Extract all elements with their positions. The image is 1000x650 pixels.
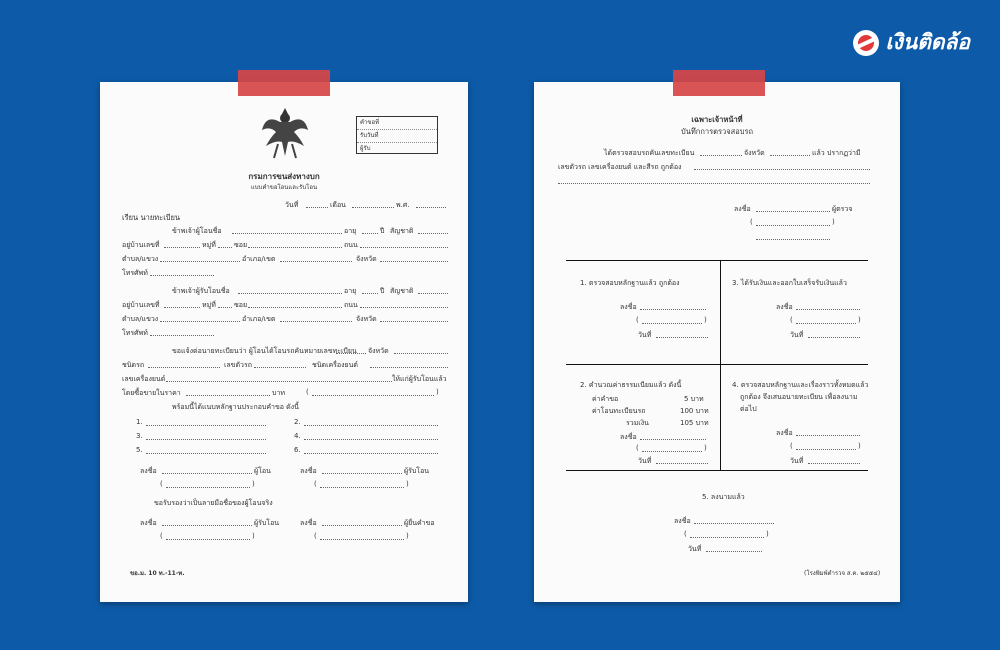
- paren-close: ): [406, 532, 409, 540]
- paren-close: ): [858, 316, 861, 324]
- paren-close: ): [766, 530, 769, 538]
- sign-label: ลงชื่อ: [674, 517, 691, 525]
- baht-label: บาท: [272, 389, 285, 397]
- subdistrict-label: ตำบล/แขวง: [122, 315, 159, 323]
- address-label: อยู่บ้านเลขที่: [122, 241, 160, 249]
- paren-open: (: [306, 388, 309, 396]
- transferor-label: ข้าพเจ้าผู้โอนชื่อ: [172, 227, 222, 235]
- printer-credit: (โรงพิมพ์ตำรวจ ส.ค. ๒๕๕๔): [804, 570, 881, 577]
- section-2-title: 2. คำนวณค่าธรรมเนียมแล้ว ดังนี้: [580, 381, 682, 389]
- province-label: จังหวัด: [368, 347, 389, 355]
- age-label: อายุ: [344, 287, 357, 295]
- section-1-title: 1. ตรวจสอบหลักฐานแล้ว ถูกต้อง: [580, 279, 680, 287]
- paren-close: ): [406, 480, 409, 488]
- section-divider: [720, 260, 721, 470]
- applicant-signature-label: ผู้ยื่นคำขอ: [404, 519, 435, 527]
- garuda-emblem-icon: [260, 104, 310, 160]
- official-use-box: [356, 116, 438, 154]
- certify-text: ขอรับรองว่าเป็นลายมือชื่อของผู้โอนจริง: [154, 499, 273, 507]
- section-3-title: 3. ได้รับเงินและออกใบเสร็จรับเงินแล้ว: [732, 279, 847, 287]
- fee-request-amount: 5 บาท: [684, 395, 704, 403]
- form-code: ขอ.ม. 10 ท.-11-ท.: [130, 570, 185, 577]
- paren-close: ): [704, 316, 707, 324]
- paren-close: ): [832, 218, 835, 226]
- brand-logo: [853, 26, 970, 59]
- transferee-signature-label: ผู้รับโอน: [404, 467, 430, 475]
- district-label: อำเภอ/เขต: [242, 315, 276, 323]
- date-label: วันที่: [790, 331, 804, 339]
- evidence-item-5: 5.: [136, 446, 143, 454]
- price-label: โดยซื้อขายในราคา: [122, 389, 181, 397]
- road-label: ถนน: [344, 241, 358, 249]
- date-year-label: พ.ศ.: [396, 201, 410, 209]
- sign-label: ลงชื่อ: [620, 303, 637, 311]
- sign-label: ลงชื่อ: [620, 433, 637, 441]
- paren-open: (: [790, 442, 793, 450]
- transferee-label: ข้าพเจ้าผู้รับโอนชื่อ: [172, 287, 230, 295]
- brand-icon: [853, 30, 879, 56]
- date-label: วันที่: [688, 545, 702, 553]
- inspector-label: ผู้ตรวจ: [832, 205, 853, 213]
- staff-only-header: เฉพาะเจ้าหน้าที่: [691, 115, 743, 124]
- date-label: วันที่: [638, 457, 652, 465]
- paren-close: ): [252, 480, 255, 488]
- sign-label: ลงชื่อ: [140, 467, 157, 475]
- inspection-line-2: เลขตัวรถ เลขเครื่องยนต์ และสีรถ ถูกต้อง: [558, 163, 682, 171]
- section-4-line-2: ถูกต้อง จึงเสนอนายทะเบียน เพื่อลงนาม: [740, 393, 858, 401]
- moo-label: หมู่ที่: [202, 301, 216, 309]
- age-label: อายุ: [344, 227, 357, 235]
- sign-label: ลงชื่อ: [776, 303, 793, 311]
- address-label: อยู่บ้านเลขที่: [122, 301, 160, 309]
- phone-label: โทรศัพท์: [122, 269, 148, 277]
- sign-label: ลงชื่อ: [300, 467, 317, 475]
- paren-close: ): [252, 532, 255, 540]
- fee-transfer-label: ค่าโอนทะเบียนรถ: [592, 407, 646, 415]
- paren-open: (: [684, 530, 687, 538]
- vehicle-type-label: ชนิดรถ: [122, 361, 145, 369]
- evidence-item-2: 2.: [294, 418, 301, 426]
- engine-no-label: เลขเครื่องยนต์: [122, 375, 166, 383]
- to-transferee-label: ให้แก่ผู้รับโอนแล้ว: [392, 375, 447, 383]
- section-4-line-3: ต่อไป: [740, 405, 757, 413]
- transfer-form-sheet: [100, 82, 468, 602]
- year-label: ปี: [380, 287, 385, 295]
- paren-open: (: [636, 316, 639, 324]
- sign-label: ลงชื่อ: [776, 429, 793, 437]
- sign-label: ลงชื่อ: [734, 205, 751, 213]
- paren-open: (: [160, 480, 163, 488]
- evidence-item-6: 6.: [294, 446, 301, 454]
- date-label: วันที่: [790, 457, 804, 465]
- paren-open: (: [636, 444, 639, 452]
- section-bottom-rule: [566, 470, 868, 471]
- paren-close: ): [858, 442, 861, 450]
- evidence-text: พร้อมนี้ได้แนบหลักฐานประกอบคำขอ ดังนี้: [172, 403, 299, 411]
- province-label: จังหวัด: [356, 255, 377, 263]
- notify-text: ขอแจ้งต่อนายทะเบียนว่า ผู้โอนได้โอนรถคันหมายเลขทะเบียน: [172, 347, 357, 355]
- request-no-field: คำขอที่: [357, 117, 437, 130]
- evidence-item-3: 3.: [136, 432, 143, 440]
- province-label: จังหวัด: [744, 149, 765, 157]
- date-day-label: วันที่: [285, 201, 299, 209]
- district-label: อำเภอ/เขต: [242, 255, 276, 263]
- paren-open: (: [790, 316, 793, 324]
- date-month-label: เดือน: [330, 201, 346, 209]
- date-label: วันที่: [638, 331, 652, 339]
- paren-open: (: [750, 218, 753, 226]
- paren-open: (: [314, 480, 317, 488]
- paren-close: ): [436, 388, 439, 396]
- engine-type-label: ชนิดเครื่องยนต์: [312, 361, 358, 369]
- subdistrict-label: ตำบล/แขวง: [122, 255, 159, 263]
- salutation: เรียน นายทะเบียน: [122, 213, 181, 222]
- total-amount: 105 บาท: [680, 419, 709, 427]
- sign-label: ลงชื่อ: [140, 519, 157, 527]
- soi-label: ซอย: [234, 241, 248, 249]
- moo-label: หมู่ที่: [202, 241, 216, 249]
- section-middle-rule: [566, 364, 868, 365]
- road-label: ถนน: [344, 301, 358, 309]
- fee-transfer-amount: 100 บาท: [680, 407, 709, 415]
- section-4-line-1: 4. ตรวจสอบหลักฐานและเรื่องราวทั้งหมดแล้ว: [732, 381, 869, 389]
- soi-label: ซอย: [234, 301, 248, 309]
- section-5-title: 5. ลงนามแล้ว: [702, 493, 745, 501]
- section-top-rule: [566, 260, 868, 261]
- brand-name: เงินติดล้อ: [885, 31, 970, 54]
- paren-open: (: [314, 532, 317, 540]
- sign-label: ลงชื่อ: [300, 519, 317, 527]
- appears-label: แล้ว ปรากฏว่ามี: [812, 149, 861, 157]
- fee-request-label: ค่าคำขอ: [592, 395, 619, 403]
- nationality-label: สัญชาติ: [390, 287, 414, 295]
- inspection-title: บันทึกการตรวจสอบรถ: [680, 127, 754, 136]
- inspection-line-1: ได้ตรวจสอบรถคันเลขทะเบียน: [604, 149, 695, 157]
- red-tape-right: [673, 70, 765, 96]
- year-label: ปี: [380, 227, 385, 235]
- total-label: รวมเงิน: [626, 419, 649, 427]
- receiver-field: ผู้รับ: [360, 145, 371, 152]
- receiver-signature-label: ผู้รับโอน: [254, 519, 280, 527]
- phone-label: โทรศัพท์: [122, 329, 148, 337]
- agency-title: กรมการขนส่งทางบก: [248, 172, 320, 181]
- received-date-field: รับวันที่: [357, 130, 437, 143]
- red-tape-left: [238, 70, 330, 96]
- form-title: แบบคำขอโอนและรับโอน: [250, 184, 318, 191]
- nationality-label: สัญชาติ: [390, 227, 414, 235]
- transferor-signature-label: ผู้โอน: [254, 467, 271, 475]
- evidence-item-4: 4.: [294, 432, 301, 440]
- chassis-label: เลขตัวรถ: [224, 361, 252, 369]
- inspection-record-sheet: [534, 82, 900, 602]
- province-label: จังหวัด: [356, 315, 377, 323]
- paren-open: (: [160, 532, 163, 540]
- paren-close: ): [704, 444, 707, 452]
- evidence-item-1: 1.: [136, 418, 143, 426]
